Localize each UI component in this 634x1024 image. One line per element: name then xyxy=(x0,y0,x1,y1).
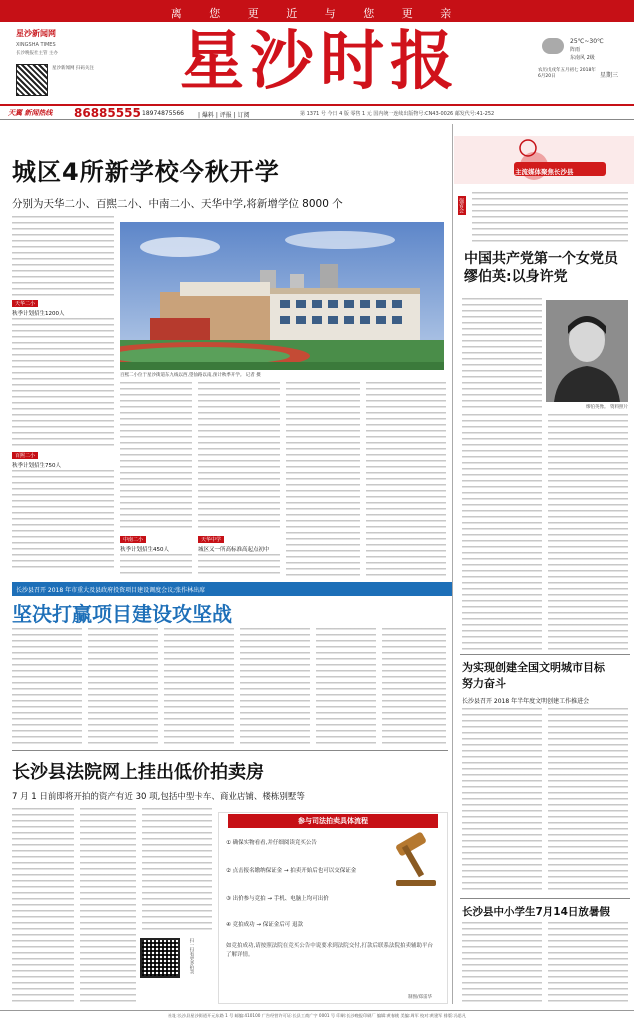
subtitle-1: 秋季计划招生1200人 xyxy=(12,311,65,317)
sidebar-banner xyxy=(454,136,634,184)
qr-code[interactable] xyxy=(16,64,48,96)
weather-condition: 阵雨 xyxy=(570,47,581,53)
school-photo xyxy=(120,222,444,370)
civilized-headline[interactable] xyxy=(462,660,605,692)
chart-credit: 制图/郑雷华 xyxy=(408,995,433,1000)
holiday-headline[interactable]: 长沙县中小学生7月14日放暑假 xyxy=(462,906,610,918)
auction-body-1 xyxy=(12,808,74,1004)
section-tag-baixi2: 百熙二小 xyxy=(12,452,38,459)
civilized-line1: 为实现创建全国文明城市目标 xyxy=(462,661,605,674)
lead-body-8 xyxy=(366,382,446,578)
auction-flow-note: 如竞拍成功,请按照法院在竞买公告中说要求到法院交付,打款后联系法院拍卖辅助平台了解详情。 xyxy=(226,943,433,958)
lead-body-7 xyxy=(286,382,360,578)
lead-subhead: 分别为天华二小、百熙二小、中南二小、天华中学,将新增学位 8000 个 xyxy=(12,198,343,210)
portrait-photo xyxy=(546,300,628,402)
project-body-1 xyxy=(12,628,82,744)
weather-temp: 25℃~30℃ xyxy=(570,38,604,45)
project-story-label: 长沙县召开 2018 年市重大及县政府投资项目建设调度会议;张作林出席 xyxy=(16,587,206,594)
brand-english: XINGSHA TIMES xyxy=(16,42,56,48)
sidebar-tag: 强省会 xyxy=(458,198,464,213)
project-body-5 xyxy=(316,628,376,744)
sidebar-headline-line1: 中国共产党第一个女党员 xyxy=(464,251,618,267)
section-tag-tianhua2: 天华二小 xyxy=(12,300,38,307)
portrait-svg xyxy=(546,300,628,402)
gavel-icon xyxy=(390,830,442,890)
school-photo-svg xyxy=(120,222,444,370)
auction-body-3 xyxy=(142,808,212,932)
civilized-subhead: 长沙县召开 2018 年半年度文明创建工作推进会 xyxy=(462,698,590,705)
column-divider xyxy=(452,124,453,1004)
lead-body-1 xyxy=(12,318,114,448)
civilized-body-2 xyxy=(548,708,628,894)
flow-step-1: ① 确保实物看看,并仔细阅读竞买公告 xyxy=(226,840,317,846)
auction-subhead: 7 月 1 日前即将开拍的资产有近 30 项,包括中型卡车、商业店铺、楼栋别墅等 xyxy=(12,792,305,802)
sidebar-body-3 xyxy=(548,414,628,650)
photo-caption: 百熙二小位于星沙街道东九线以西,望仙路以南,预计秋季开学。 记者 摄 xyxy=(120,373,261,378)
hotline-number[interactable]: 86885555 xyxy=(74,106,141,120)
sidebar-body-2 xyxy=(462,414,542,650)
lead-body-intro xyxy=(12,216,114,296)
brand-name: 星沙新闻网 xyxy=(16,29,56,38)
lead-body-5 xyxy=(198,382,280,532)
auction-headline[interactable]: 长沙县法院网上挂出低价拍卖房 xyxy=(12,762,264,783)
auction-body-2 xyxy=(80,808,136,1004)
auction-qr-code[interactable] xyxy=(140,938,180,978)
sidebar-divider-1 xyxy=(460,654,630,655)
lead-body-6 xyxy=(198,554,280,578)
weekday: 星期三 xyxy=(600,72,619,79)
section-tag-tianhuazhongxue: 天华中学 xyxy=(198,536,224,543)
hotline-links[interactable]: | 爆料 | 评报 | 订阅 xyxy=(198,112,250,119)
brand-logo[interactable] xyxy=(16,28,102,42)
lead-body-3 xyxy=(120,382,192,532)
lead-body-2 xyxy=(12,470,114,570)
masthead-slogan: 离 您 更 近 与 您 更 亲 xyxy=(170,7,464,20)
subtitle-3: 秋季计划招生450人 xyxy=(120,547,169,553)
holiday-body-2 xyxy=(548,922,628,1004)
auction-flow-title: 参与司法拍卖具体流程 xyxy=(228,814,438,828)
flow-step-3: ③ 出价参与竞拍 → 手机、电脑上均可出价 xyxy=(226,896,329,902)
subtitle-4: 城区又一所高标准高起点初中 xyxy=(198,547,270,553)
holiday-body-1 xyxy=(462,922,542,1004)
project-body-6 xyxy=(382,628,446,744)
lead-headline[interactable]: 城区4所新学校今秋开学 xyxy=(12,158,280,186)
sidebar-divider-2 xyxy=(460,898,630,899)
subtitle-2: 秋季计划招生750人 xyxy=(12,463,61,469)
issue-info: 第 1371 号 今日 4 版 零售 1 元 国内统一连续出版物号:CN43-0026 邮发代号:41-252 xyxy=(300,111,495,117)
cloud-icon xyxy=(542,38,564,54)
lead-body-4 xyxy=(120,554,192,578)
project-body-2 xyxy=(88,628,158,744)
sidebar-headline[interactable] xyxy=(464,250,618,286)
flow-step-4: ④ 竞拍成功 → 保证金后可 退款 xyxy=(226,922,304,928)
banner-text: 主流媒体聚焦长沙县 xyxy=(515,168,574,176)
qr-caption: 星沙新闻网 扫码关注 xyxy=(52,66,94,71)
issue-date: 农历戊戌年五月初七 2018年6月20日 xyxy=(538,68,596,79)
sidebar-body-1 xyxy=(462,298,542,412)
hotline-phone[interactable]: 18974875566 xyxy=(142,110,184,117)
project-body-3 xyxy=(164,628,234,744)
sidebar-intro xyxy=(472,192,628,246)
section-tag-zhongnan2: 中南二小 xyxy=(120,536,146,543)
weather-widget xyxy=(538,32,628,102)
page-footer: 社址:长沙县星沙街道开元东路 1 号 邮编:410100 广告经营许可证:长县工商广字 0001 号 印刷:长沙晚报印刷厂 编辑:黄春桃 美编:周军 校对:黄建军 排版:冯思凡 xyxy=(0,1010,634,1019)
brand-publisher: 长沙晚报社主管 主办 xyxy=(16,51,58,56)
civilized-body-1 xyxy=(462,708,542,894)
flow-step-2: ② 点击报名缴纳保证金 → 拍卖开始后也可以交保证金 xyxy=(226,868,357,874)
civilized-line2: 努力奋斗 xyxy=(462,677,506,690)
weather-wind: 东南风 2级 xyxy=(570,55,595,61)
portrait-caption: 缪伯英像。 资料照片 xyxy=(586,405,628,410)
project-body-4 xyxy=(240,628,310,744)
banner-art xyxy=(454,136,634,184)
section-divider xyxy=(12,750,448,751)
newspaper-title: 星沙时报 xyxy=(180,25,460,99)
project-headline[interactable]: 坚决打赢项目建设攻坚战 xyxy=(12,598,232,627)
auction-qr-caption: 扫一扫看更多拍卖 xyxy=(189,938,194,974)
sidebar-headline-line2: 缪伯英:以身许党 xyxy=(464,269,568,285)
hotline-label: 天翼 新闻热线 xyxy=(8,109,53,117)
